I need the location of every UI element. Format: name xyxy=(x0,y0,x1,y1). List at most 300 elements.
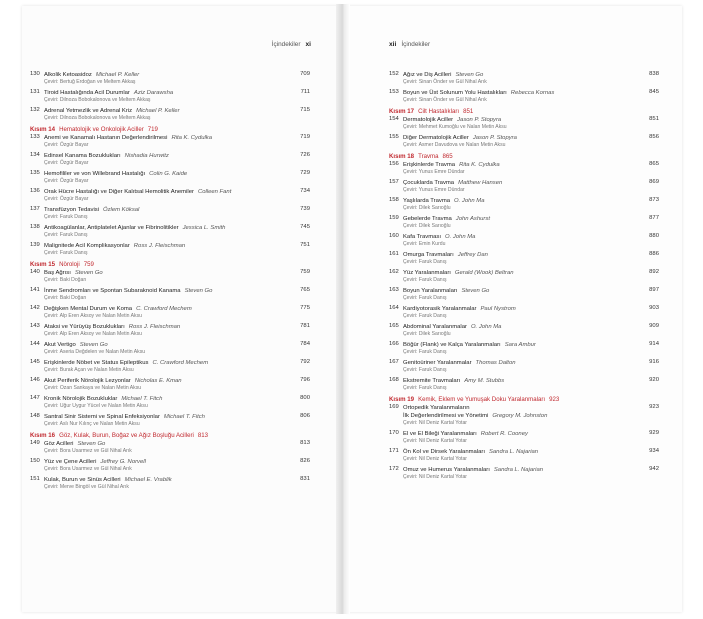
chapter-author: Rebecca Kornas xyxy=(510,90,555,96)
chapter-title-line xyxy=(403,89,633,97)
chapter-author: O. John Ma xyxy=(444,234,476,240)
chapter-title: Akut Periferik Nörolojik Lezyonlar xyxy=(44,378,131,384)
chapter-title: Hemofililer ve von Willebrand Hastalığı xyxy=(44,171,146,177)
toc-entry[interactable] xyxy=(30,152,310,167)
chapter-translator: Çeviri: Dilek Sarıoğlu xyxy=(403,205,451,211)
chapter-author: Jessica L. Smith xyxy=(182,225,226,231)
chapter-title: Böğür (Flank) ve Kalça Yaralanmaları xyxy=(403,342,501,348)
chapter-title-line xyxy=(403,251,633,259)
chapter-number: 166 xyxy=(389,341,399,347)
chapter-number: 149 xyxy=(30,440,40,446)
toc-entry[interactable] xyxy=(389,287,659,302)
toc-entry[interactable] xyxy=(389,233,659,248)
chapter-page-number: 880 xyxy=(649,233,659,239)
chapter-page-number: 709 xyxy=(300,71,310,77)
toc-entry[interactable] xyxy=(389,269,659,284)
chapter-number: 131 xyxy=(30,89,40,95)
chapter-title-line xyxy=(44,71,284,79)
chapter-page-number: 806 xyxy=(300,413,310,419)
chapter-title-line xyxy=(403,305,633,313)
chapter-title: Malignitede Acil Komplikasyonlar xyxy=(44,243,130,249)
chapter-page-number: 765 xyxy=(300,287,310,293)
chapter-author: Steven Go xyxy=(74,270,103,276)
toc-entry[interactable] xyxy=(30,107,310,122)
toc-entry[interactable] xyxy=(389,134,659,149)
toc-entry[interactable] xyxy=(30,206,310,221)
chapter-title: İnme Sendromları ve Spontan Subaraknoid Kanama xyxy=(44,288,181,294)
chapter-title-line xyxy=(44,413,284,421)
chapter-page-number: 796 xyxy=(300,377,310,383)
chapter-number: 168 xyxy=(389,377,399,383)
chapter-title: Kafa Travması xyxy=(403,234,441,240)
toc-entry[interactable] xyxy=(389,305,659,320)
chapter-page-number: 909 xyxy=(649,323,659,329)
chapter-title: Edinsel Kanama Bozuklukları xyxy=(44,153,121,159)
toc-entry[interactable] xyxy=(389,448,659,463)
chapter-author: Nicholas E. Kman xyxy=(134,378,182,384)
chapter-page-number: 838 xyxy=(649,71,659,77)
section-name: Cilt Hastalıkları xyxy=(418,108,460,115)
chapter-number: 130 xyxy=(30,71,40,77)
chapter-title-line xyxy=(403,161,633,169)
chapter-title: Genitoüriner Yaralanmalar xyxy=(403,360,472,366)
chapter-translator: Çeviri: Merve Bingöl ve Gül Nihal Arık xyxy=(44,484,129,490)
toc-entry[interactable] xyxy=(389,197,659,212)
chapter-author: Ross J. Fleischman xyxy=(133,243,186,249)
chapter-author: Sandra L. Najarian xyxy=(488,449,539,455)
chapter-translator: Çeviri: Faruk Danış xyxy=(403,313,447,319)
chapter-translator: Çeviri: Alp Eren Aksoy ve Nalan Metin Aksu xyxy=(44,331,142,337)
chapter-page-number: 719 xyxy=(300,134,310,140)
chapter-page-number: 792 xyxy=(300,359,310,365)
right-toc-column xyxy=(389,71,659,484)
chapter-title-line xyxy=(403,359,633,367)
chapter-title: Antikoagülanlar, Antiplatelet Ajanlar ve Fibrinolitikler xyxy=(44,225,179,231)
section-label: Kısım 15 xyxy=(30,261,56,268)
chapter-number: 147 xyxy=(30,395,40,401)
chapter-page-number: 759 xyxy=(300,269,310,275)
chapter-page-number: 865 xyxy=(649,161,659,167)
toc-entry[interactable] xyxy=(30,413,310,428)
chapter-page-number: 831 xyxy=(300,476,310,482)
chapter-title-line2 xyxy=(403,412,633,420)
toc-entry[interactable] xyxy=(30,269,310,284)
chapter-page-number: 845 xyxy=(649,89,659,95)
chapter-author: Colleen Fant xyxy=(197,189,232,195)
toc-entry[interactable] xyxy=(30,476,310,491)
toc-entry[interactable] xyxy=(30,323,310,338)
chapter-number: 167 xyxy=(389,359,399,365)
chapter-title-line xyxy=(403,71,633,79)
chapter-title-line xyxy=(44,323,284,331)
section-heading xyxy=(389,108,659,116)
chapter-author: Jason P. Stopyra xyxy=(457,117,502,123)
toc-entry[interactable] xyxy=(30,71,310,86)
toc-entry[interactable] xyxy=(389,404,659,427)
chapter-title: Transfüzyon Tedavisi xyxy=(44,207,100,213)
chapter-title: Göz Acilleri xyxy=(44,441,74,447)
chapter-author: Gerald (Wook) Beltran xyxy=(454,270,514,276)
section-page: 865 xyxy=(442,153,453,160)
chapter-title: Yüz ve Çene Acilleri xyxy=(44,459,97,465)
chapter-number: 157 xyxy=(389,179,399,185)
chapter-title-line xyxy=(44,476,284,484)
chapter-title-line xyxy=(403,215,633,223)
chapter-page-number: 869 xyxy=(649,179,659,185)
chapter-translator: Çeviri: Emin Kurdu xyxy=(403,241,446,247)
chapter-translator: Çeviri: Nil Deniz Kartal Yotar xyxy=(403,420,467,426)
chapter-page-number: 856 xyxy=(649,134,659,140)
chapter-translator: Çeviri: Özgür Bayar xyxy=(44,160,89,166)
right-page-header xyxy=(389,41,430,48)
chapter-translator: Çeviri: Faruk Danış xyxy=(403,385,447,391)
chapter-number: 155 xyxy=(389,134,399,140)
chapter-translator: Çeviri: Nil Deniz Kartal Yotar xyxy=(403,456,467,462)
chapter-author: John Ashurst xyxy=(455,216,490,222)
left-toc-column xyxy=(30,71,310,494)
chapter-page-number: 775 xyxy=(300,305,310,311)
toc-entry[interactable] xyxy=(30,377,310,392)
chapter-title-line xyxy=(403,116,633,124)
chapter-page-number: 781 xyxy=(300,323,310,329)
chapter-author: O. John Ma xyxy=(470,324,502,330)
chapter-title-line xyxy=(44,152,284,160)
chapter-title: Omurga Travmaları xyxy=(403,252,454,258)
chapter-translator: Çeviri: Sinan Önder ve Gül Nihal Arık xyxy=(403,79,487,85)
chapter-title-line xyxy=(403,233,633,241)
chapter-translator: Çeviri: Asmer Davudova ve Nalan Metin Aksu xyxy=(403,142,506,148)
chapter-number: 161 xyxy=(389,251,399,257)
toc-entry[interactable] xyxy=(30,305,310,320)
chapter-author: Michael T. Fitch xyxy=(121,396,163,402)
chapter-title-line xyxy=(44,458,284,466)
chapter-author: Rita K. Cydulka xyxy=(459,162,500,168)
chapter-title: Ortopedik Yaralanmaların xyxy=(403,405,470,411)
chapter-translator: Çeviri: Aslı Nur Kılınç ve Nalan Metin Aksu xyxy=(44,421,140,427)
chapter-title-line xyxy=(44,305,284,313)
chapter-translator: Çeviri: Faruk Danış xyxy=(44,232,88,238)
header-title: İçindekiler xyxy=(401,41,431,48)
chapter-author: Steven Go xyxy=(461,288,490,294)
chapter-title-line xyxy=(44,242,284,250)
chapter-page-number: 784 xyxy=(300,341,310,347)
chapter-number: 151 xyxy=(30,476,40,482)
chapter-author: Colin G. Kaide xyxy=(149,171,188,177)
chapter-title-line xyxy=(44,377,284,385)
chapter-title-line xyxy=(44,206,284,214)
chapter-number: 141 xyxy=(30,287,40,293)
chapter-number: 139 xyxy=(30,242,40,248)
chapter-page-number: 826 xyxy=(300,458,310,464)
chapter-translator: Çeviri: Burak Açan ve Nalan Metin Aksu xyxy=(44,367,134,373)
chapter-number: 165 xyxy=(389,323,399,329)
chapter-author: Jeffrey G. Norvell xyxy=(100,459,146,465)
header-title: İçindekiler xyxy=(271,41,301,48)
section-heading xyxy=(30,432,310,440)
toc-entry[interactable] xyxy=(389,323,659,338)
chapter-translator: Çeviri: Dilek Sarıoğlu xyxy=(403,331,451,337)
chapter-title-line xyxy=(403,466,633,474)
chapter-translator: Çeviri: Baki Doğan xyxy=(44,295,87,301)
chapter-number: 140 xyxy=(30,269,40,275)
toc-entry[interactable] xyxy=(30,440,310,455)
chapter-author: Matthew Hansen xyxy=(458,180,503,186)
chapter-author: Jeffrey Dan xyxy=(457,252,488,258)
chapter-translator: Çeviri: Faruk Danış xyxy=(403,259,447,265)
chapter-translator: Çeviri: Faruk Danış xyxy=(403,367,447,373)
chapter-title: Yüz Yaralanmaları xyxy=(403,270,451,276)
chapter-translator: Çeviri: Dilek Sarıoğlu xyxy=(403,223,451,229)
chapter-number: 132 xyxy=(30,107,40,113)
chapter-title-line xyxy=(44,134,284,142)
chapter-translator: Çeviri: Bertuğ Erdoğan ve Meltem Akkaş xyxy=(44,79,136,85)
chapter-number: 153 xyxy=(389,89,399,95)
chapter-author: Rita K. Cydulka xyxy=(171,135,213,141)
chapter-translator: Çeviri: Nil Deniz Kartal Yotar xyxy=(403,474,467,480)
chapter-translator: Çeviri: Mehmet Kumoğlu ve Nalan Metin Aksu xyxy=(403,124,507,130)
chapter-title: Dermatolojik Aciller xyxy=(403,117,454,123)
chapter-translator: Çeviri: Faruk Danış xyxy=(403,295,447,301)
section-heading xyxy=(30,126,310,134)
chapter-number: 145 xyxy=(30,359,40,365)
chapter-title: Abdominal Yaralanmalar xyxy=(403,324,467,330)
chapter-number: 142 xyxy=(30,305,40,311)
chapter-title-line xyxy=(44,170,284,178)
book-gutter xyxy=(336,4,350,614)
section-label: Kısım 14 xyxy=(30,126,56,133)
toc-entry[interactable] xyxy=(30,359,310,374)
chapter-title-line xyxy=(403,287,633,295)
chapter-title-line xyxy=(44,359,284,367)
chapter-author: Gregory M. Johnston xyxy=(492,413,548,419)
chapter-title-line xyxy=(403,269,633,277)
chapter-title: Ön Kol ve Dirsek Yaralanmaları xyxy=(403,449,485,455)
toc-entry[interactable] xyxy=(30,89,310,104)
chapter-translator: Çeviri: Faruk Danış xyxy=(44,214,88,220)
toc-entry[interactable] xyxy=(30,188,310,203)
chapter-page-number: 729 xyxy=(300,170,310,176)
section-page: 759 xyxy=(83,261,94,268)
chapter-title-line xyxy=(44,89,284,97)
chapter-page-number: 745 xyxy=(300,224,310,230)
chapter-number: 143 xyxy=(30,323,40,329)
chapter-translator: Çeviri: Baki Doğan xyxy=(44,277,87,283)
chapter-author: Amy M. Stubbs xyxy=(464,378,505,384)
chapter-page-number: 726 xyxy=(300,152,310,158)
chapter-translator: Çeviri: Yunus Emre Dündar xyxy=(403,169,465,175)
chapter-author: Michael T. Fitch xyxy=(163,414,205,420)
chapter-author: Özlem Köksal xyxy=(103,207,140,213)
section-label: Kısım 19 xyxy=(389,396,415,403)
toc-entry[interactable] xyxy=(389,161,659,176)
chapter-page-number: 734 xyxy=(300,188,310,194)
chapter-number: 146 xyxy=(30,377,40,383)
chapter-title-line xyxy=(403,323,633,331)
chapter-number: 152 xyxy=(389,71,399,77)
chapter-page-number: 715 xyxy=(300,107,310,113)
chapter-title: Erişkinlerde Nöbet ve Status Epileptikus xyxy=(44,360,149,366)
toc-entry[interactable] xyxy=(389,71,659,86)
chapter-number: 137 xyxy=(30,206,40,212)
chapter-title-line xyxy=(44,395,284,403)
chapter-title-line xyxy=(44,269,284,277)
chapter-translator: Çeviri: Alp Eren Aksoy ve Nalan Metin Aksu xyxy=(44,313,142,319)
chapter-number: 138 xyxy=(30,224,40,230)
toc-entry[interactable] xyxy=(30,224,310,239)
left-page-header xyxy=(272,41,311,48)
section-label: Kısım 17 xyxy=(389,108,415,115)
chapter-translator: Çeviri: Bora Usarmez ve Gül Nihal Arık xyxy=(44,466,132,472)
toc-entry[interactable] xyxy=(389,215,659,230)
chapter-page-number: 877 xyxy=(649,215,659,221)
chapter-title-line xyxy=(403,341,633,349)
toc-entry[interactable] xyxy=(389,251,659,266)
toc-entry[interactable] xyxy=(30,170,310,185)
toc-entry[interactable] xyxy=(389,89,659,104)
section-name: Nöroloji xyxy=(59,261,80,268)
chapter-translator: Çeviri: Nil Deniz Kartal Yotar xyxy=(403,438,467,444)
chapter-translator: Çeviri: Sinan Önder ve Gül Nihal Arık xyxy=(403,97,487,103)
chapter-number: 156 xyxy=(389,161,399,167)
chapter-title-line xyxy=(44,341,284,349)
chapter-title: Ataksi ve Yürüyüş Bozuklukları xyxy=(44,324,125,330)
chapter-title: Omuz ve Humerus Yaralanmaları xyxy=(403,467,490,473)
chapter-number: 148 xyxy=(30,413,40,419)
chapter-translator: Çeviri: Özgür Bayar xyxy=(44,196,89,202)
chapter-translator: Çeviri: Uğur Uygur Yücel ve Nalan Metin Aksu xyxy=(44,403,148,409)
chapter-author: C. Crawford Mechem xyxy=(152,360,209,366)
chapter-title: Adrenal Yetmezlik ve Adrenal Kriz xyxy=(44,108,133,114)
chapter-author: Nishadia Hurwitz xyxy=(124,153,169,159)
chapter-number: 133 xyxy=(30,134,40,140)
chapter-title: Baş Ağrısı xyxy=(44,270,71,276)
chapter-title: Boyun ve Üst Solunum Yolu Hastalıkları xyxy=(403,90,507,96)
chapter-author: Sara Ambur xyxy=(504,342,536,348)
chapter-author: Paul Nystrom xyxy=(480,306,516,312)
header-page-number: xi xyxy=(305,41,311,48)
section-name: Hematolojik ve Onkolojik Aciller xyxy=(59,126,144,133)
toc-entry[interactable] xyxy=(30,341,310,356)
chapter-page-number: 903 xyxy=(649,305,659,311)
chapter-page-number: 751 xyxy=(300,242,310,248)
chapter-page-number: 897 xyxy=(649,287,659,293)
chapter-translator: Çeviri: Faruk Danış xyxy=(403,349,447,355)
toc-entry[interactable] xyxy=(389,466,659,481)
section-page: 923 xyxy=(549,396,560,403)
chapter-translator: Çeviri: Özgür Bayar xyxy=(44,142,89,148)
chapter-page-number: 873 xyxy=(649,197,659,203)
chapter-title: Anemi ve Kanamalı Hastanın Değerlendirilmesi xyxy=(44,135,168,141)
chapter-page-number: 916 xyxy=(649,359,659,365)
toc-entry[interactable] xyxy=(30,395,310,410)
chapter-title-line xyxy=(403,377,633,385)
chapter-number: 158 xyxy=(389,197,399,203)
chapter-title-line xyxy=(403,430,633,438)
chapter-title-cont: İlk Değerlendirilmesi ve Yönetimi xyxy=(403,413,489,419)
chapter-page-number: 942 xyxy=(649,466,659,472)
toc-entry[interactable] xyxy=(389,116,659,131)
chapter-title-line xyxy=(403,179,633,187)
chapter-page-number: 886 xyxy=(649,251,659,257)
chapter-translator: Çeviri: Yunus Emre Dündar xyxy=(403,187,465,193)
chapter-number: 170 xyxy=(389,430,399,436)
chapter-title: Boyun Yaralanmaları xyxy=(403,288,458,294)
chapter-title-line xyxy=(44,107,284,115)
chapter-page-number: 892 xyxy=(649,269,659,275)
chapter-number: 134 xyxy=(30,152,40,158)
chapter-page-number: 813 xyxy=(300,440,310,446)
chapter-title-line xyxy=(403,448,633,456)
toc-entry[interactable] xyxy=(30,242,310,257)
section-page: 851 xyxy=(463,108,474,115)
chapter-title: Kronik Nörolojik Bozukluklar xyxy=(44,396,118,402)
chapter-translator: Çeviri: Aseria Değdelen ve Nalan Metin Aksu xyxy=(44,349,146,355)
chapter-title: Yaşlılarda Travma xyxy=(403,198,451,204)
toc-entry[interactable] xyxy=(389,179,659,194)
chapter-translator: Çeviri: Ozan Sankaya ve Nalan Metin Aksu xyxy=(44,385,142,391)
chapter-number: 150 xyxy=(30,458,40,464)
chapter-number: 163 xyxy=(389,287,399,293)
toc-entry[interactable] xyxy=(389,430,659,445)
chapter-title: Orak Hücre Hastalığı ve Diğer Kalıtsal Hemolitik Anemiler xyxy=(44,189,194,195)
chapter-author: Aziz Darawsha xyxy=(133,90,174,96)
chapter-author: Michael P. Keller xyxy=(136,108,180,114)
chapter-title: Erişkinlerde Travma xyxy=(403,162,456,168)
chapter-translator: Çeviri: Dilnoza Bobokalonova ve Meltem Akkaş xyxy=(44,97,151,103)
chapter-title: Santral Sinir Sistemi ve Spinal Enfeksiyonlar xyxy=(44,414,160,420)
chapter-title-line xyxy=(44,287,284,295)
chapter-author: Michael E. Vrablik xyxy=(124,477,172,483)
chapter-number: 160 xyxy=(389,233,399,239)
chapter-number: 172 xyxy=(389,466,399,472)
chapter-number: 159 xyxy=(389,215,399,221)
toc-entry[interactable] xyxy=(30,287,310,302)
chapter-title: Gebelerde Travma xyxy=(403,216,452,222)
chapter-title: Kardiyotorasik Yaralanmalar xyxy=(403,306,477,312)
section-heading xyxy=(389,396,659,404)
chapter-author: Thomas Dalton xyxy=(475,360,516,366)
toc-entry[interactable] xyxy=(30,134,310,149)
section-page: 813 xyxy=(197,432,209,439)
chapter-title-line xyxy=(403,134,633,142)
chapter-translator: Çeviri: Bora Usarmez ve Gül Nihal Arık xyxy=(44,448,132,454)
section-heading xyxy=(389,153,659,161)
toc-entry[interactable] xyxy=(389,359,659,374)
chapter-page-number: 800 xyxy=(300,395,310,401)
chapter-title: Çocuklarda Travma xyxy=(403,180,455,186)
chapter-translator: Çeviri: Özgür Bayar xyxy=(44,178,89,184)
chapter-translator: Çeviri: Dilnoza Bobokalonova ve Meltem Akkaş xyxy=(44,115,151,121)
chapter-author: Jason P. Stopyra xyxy=(472,135,517,141)
chapter-translator: Çeviri: Faruk Danış xyxy=(44,250,88,256)
chapter-page-number: 923 xyxy=(649,404,659,410)
chapter-author: Steven Go xyxy=(184,288,213,294)
chapter-number: 171 xyxy=(389,448,399,454)
chapter-title: Kulak, Burun ve Sinüs Acilleri xyxy=(44,477,121,483)
toc-entry[interactable] xyxy=(389,377,659,392)
chapter-number: 169 xyxy=(389,404,399,410)
chapter-author: O. John Ma xyxy=(454,198,485,204)
chapter-author: C. Crawford Mechem xyxy=(136,306,192,312)
chapter-author: Ross J. Fleischman xyxy=(128,324,181,330)
chapter-page-number: 934 xyxy=(649,448,659,454)
chapter-title-line xyxy=(403,197,633,205)
section-label: Kısım 18 xyxy=(389,153,415,160)
toc-entry[interactable] xyxy=(30,458,310,473)
chapter-title: Ağız ve Diş Acilleri xyxy=(403,72,452,78)
toc-entry[interactable] xyxy=(389,341,659,356)
chapter-number: 135 xyxy=(30,170,40,176)
